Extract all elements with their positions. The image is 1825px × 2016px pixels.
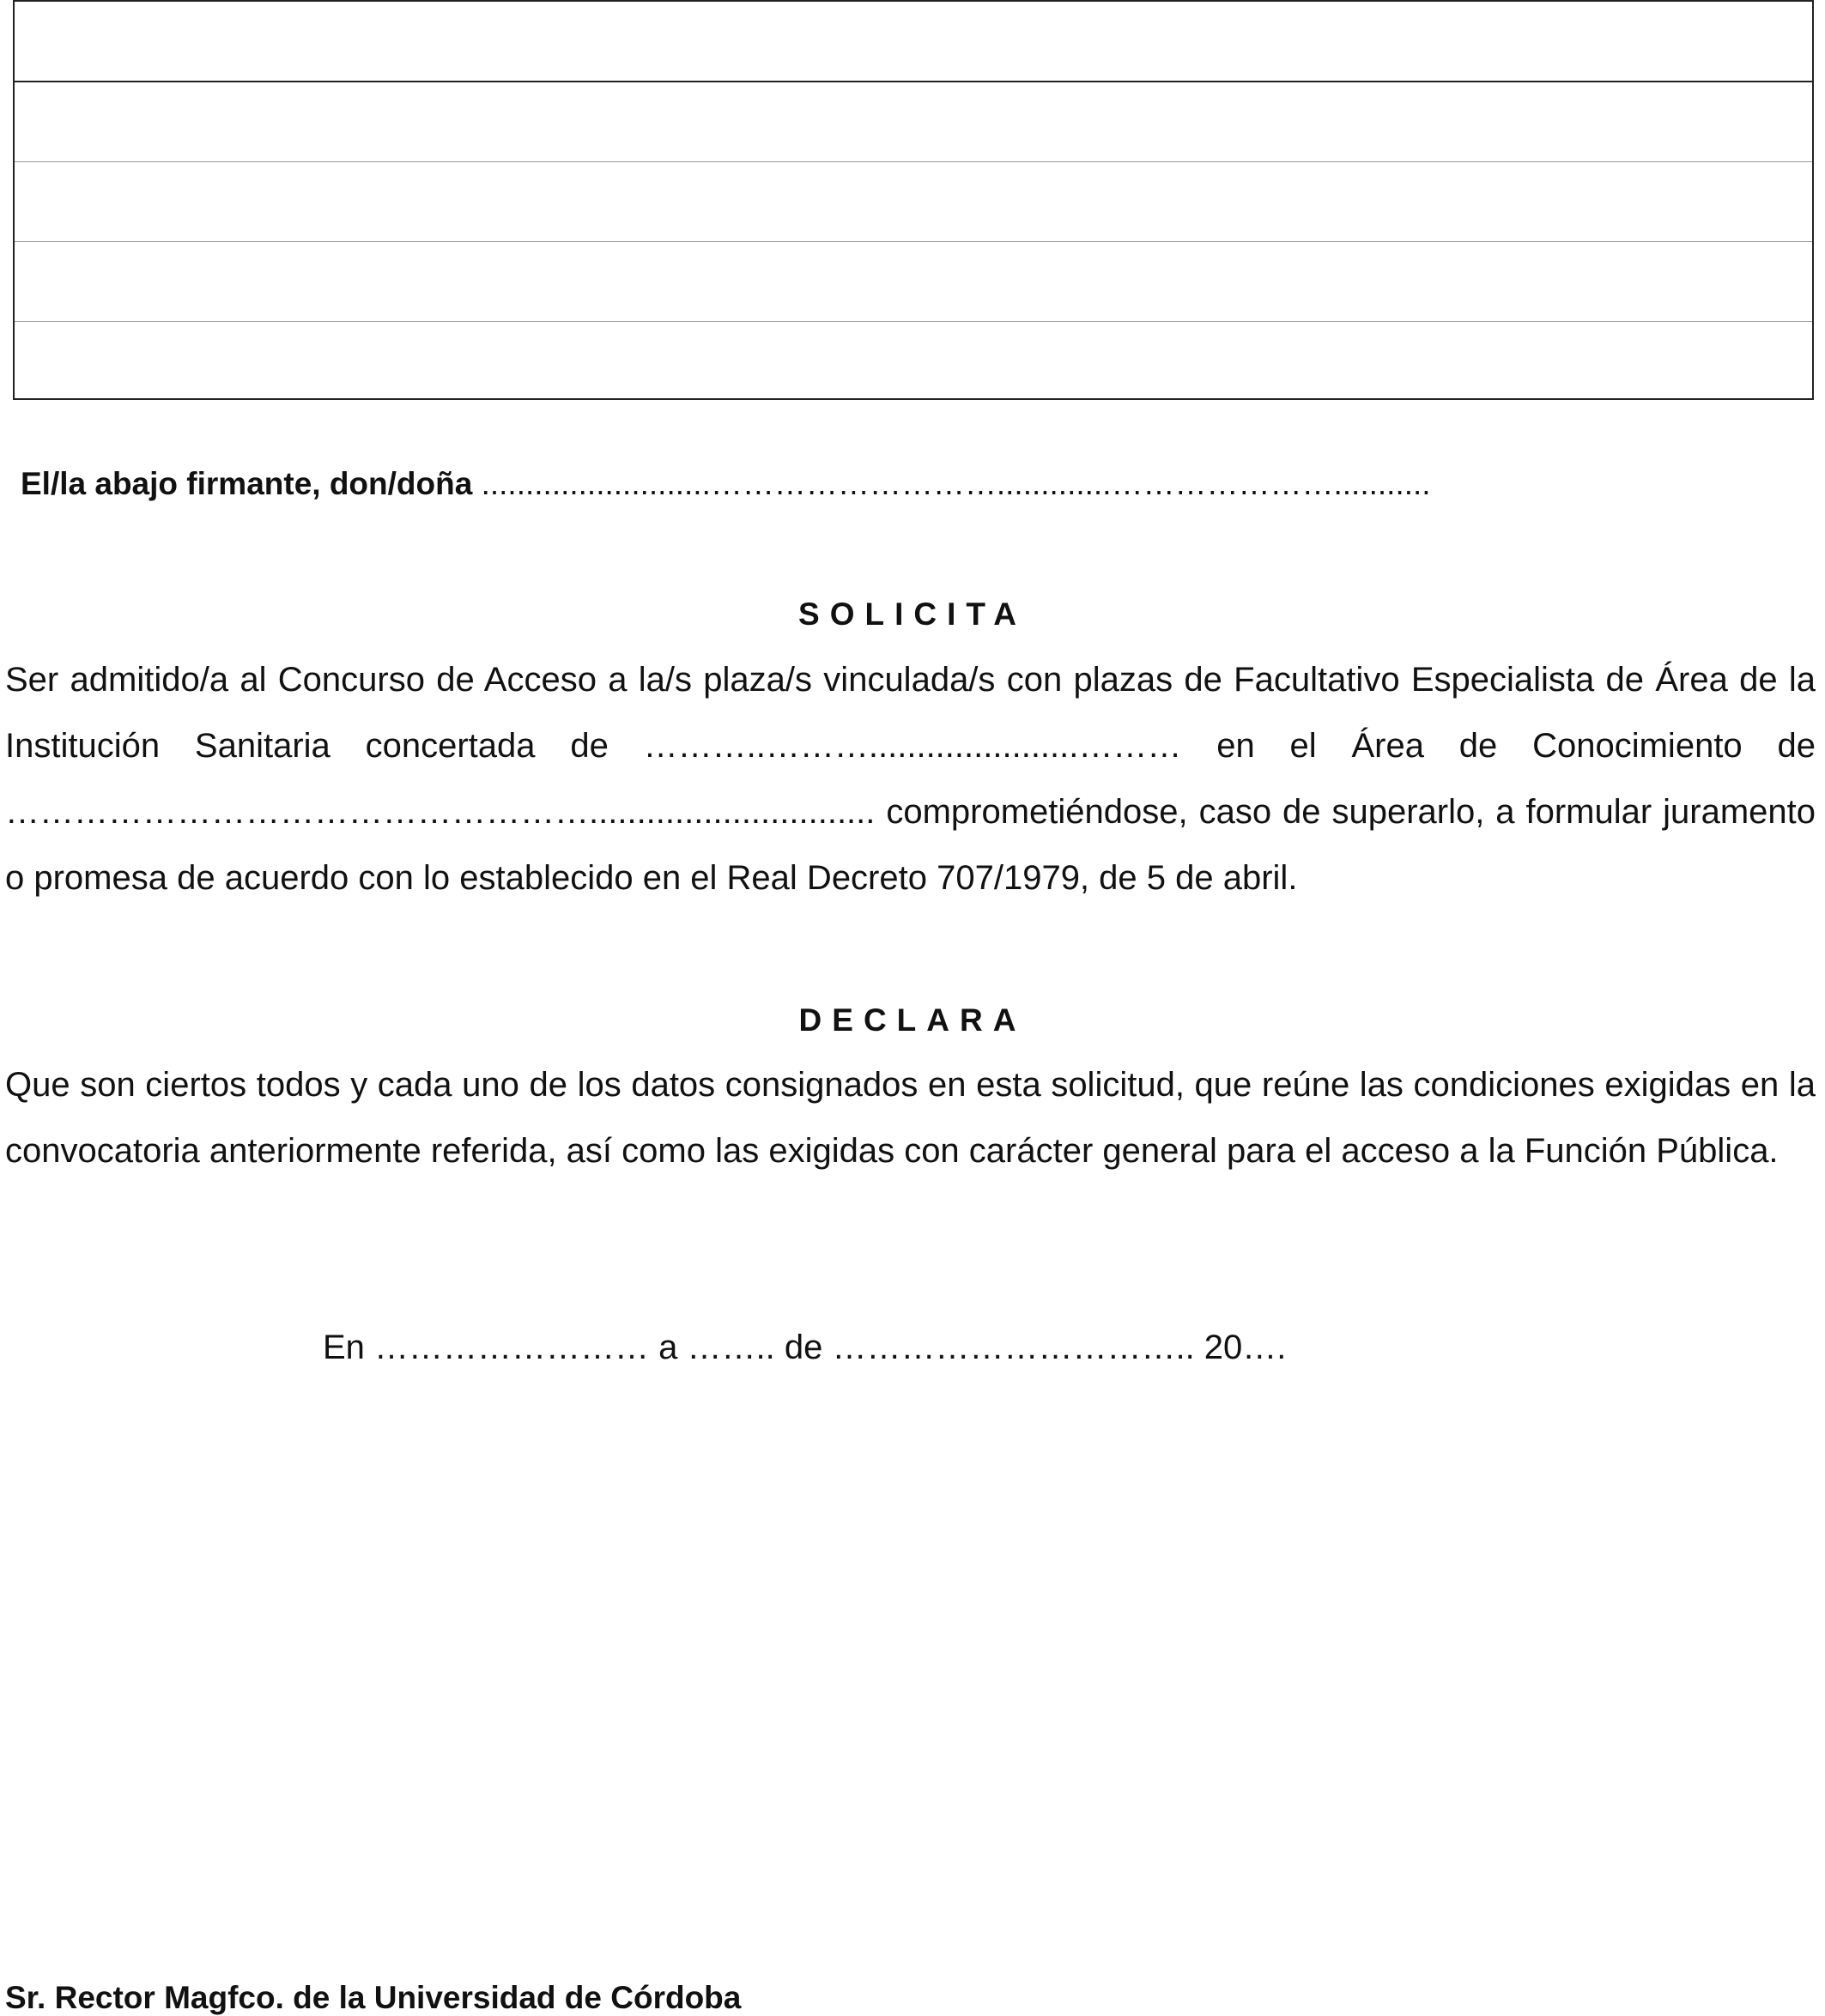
solicita-heading: SOLICITA: [798, 596, 1027, 632]
table-row: [15, 321, 1812, 322]
signer-line: [21, 466, 1431, 502]
declara-paragraph: Que son ciertos todos y cada uno de los datos consignados en esta solicitud, que reúne las condiciones exigidas en la convocatoria anteriormente referida, así como las exigidas con carácter general para el acceso a la Función Pública.: [5, 1066, 1816, 1170]
applicant-data-table: [13, 0, 1814, 400]
place-date-line: En …………………… a …….. de ………………………….. 20….: [323, 1329, 1287, 1366]
declara-heading: DECLARA: [798, 1002, 1027, 1038]
table-row: [15, 241, 1812, 242]
signer-name-blank: ..........................……………………….............…………………...........: [481, 466, 1431, 501]
signer-label: El/la abajo firmante, don/doña: [21, 466, 473, 501]
table-row: [15, 81, 1812, 82]
solicita-paragraph: Ser admitido/a al Concurso de Acceso a la/s plaza/s vinculada/s con plazas de Facultativo Especialista de Área de la Institución Sanitaria concertada de ………..………......................……… en el Área de Conocimiento de …………………………………………….............................. comprometiéndose, caso de superarlo, a formular juramento o promesa de acuerdo con lo establecido en el Real Decreto 707/1979, de 5 de abril.: [5, 661, 1816, 897]
table-row: [15, 161, 1812, 162]
addressee: Sr. Rector Magfco. de la Universidad de Córdoba: [5, 1980, 742, 2015]
